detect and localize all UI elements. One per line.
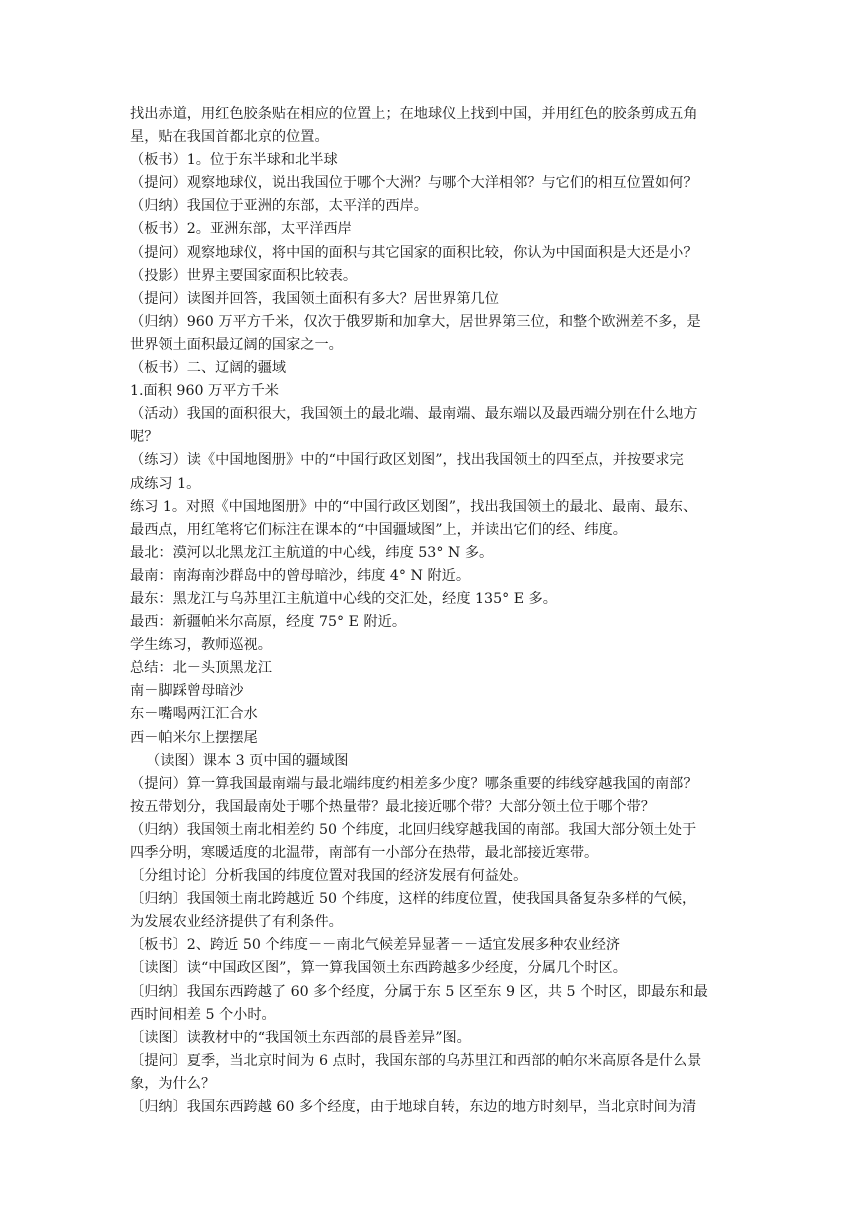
text-line: 〔板书〕2、跨近 50 个纬度－－南北气候差异显著－－适宜发展多种农业经济 [130,937,621,954]
text-line: 最西：新疆帕米尔高原，经度 75° E 附近。 [130,614,407,631]
text-line: 练习 1。对照《中国地图册》中的“中国行政区划图”，找出我国领土的最北、最南、最东、 [130,498,698,515]
text-line: 最东：黑龙江与乌苏里江主航道中心线的交汇处，经度 135° E 多。 [130,590,557,607]
text-line: （读图）课本 3 页中国的疆域图 [146,752,349,769]
text-line: 找出赤道，用红色胶条贴在相应的位置上；在地球仪上找到中国，并用红色的胶条剪成五角 [130,106,698,122]
text-line: 四季分明，寒暖适度的北温带，南部有一小部分在热带，最北部接近寒带。 [130,845,599,861]
text-line: 〔归纳〕我国东西跨越了 60 多个经度，分属于东 5 区至东 9 区，共 5 个时区，即最东和最 [130,983,708,1000]
text-line: 象，为什么？ [130,1075,216,1092]
text-line: 按五带划分，我国最南处于哪个热量带？最北接近哪个带？大部分领土位于哪个带？ [130,798,655,815]
text-line: （提问）观察地球仪，将中国的面积与其它国家的面积比较，你认为中国面积是大还是小？ [130,244,698,261]
text-line: （活动）我国的面积很大，我国领土的最北端、最南端、最东端以及最西端分别在什么地方 [130,406,698,423]
text-line: 为发展农业经济提供了有利条件。 [130,914,343,931]
text-line: （归纳）我国领土南北相差约 50 个纬度，北回归线穿越我国的南部。我国大部分领土处于 [130,821,697,838]
text-line: 〔读图〕读“中国政区图”，算一算我国领土东西跨越多少经度，分属几个时区。 [130,960,627,977]
text-line: 西－帕米尔上摆摆尾 [130,729,258,746]
text-line: 〔提问〕夏季，当北京时间为 6 点时，我国东部的乌苏里江和西部的帕尔米高原各是什么景 [130,1052,702,1069]
text-line: 〔归纳〕我国领土南北跨越近 50 个纬度，这样的纬度位置，使我国具备复杂多样的气候， [130,891,697,908]
text-line: （板书）1。位于东半球和北半球 [130,152,338,169]
text-line: （提问）观察地球仪，说出我国位于哪个大洲？与哪个大洋相邻？与它们的相互位置如何？ [130,175,698,192]
text-line: 最西点，用红笔将它们标注在课本的“中国疆域图”上，并读出它们的经、纬度。 [130,521,627,538]
text-line: 学生练习，教师巡视。 [130,637,272,654]
text-line: 南－脚踩曾母暗沙 [130,683,244,700]
text-line: （投影）世界主要国家面积比较表。 [130,267,358,284]
text-line: 东－嘴喝两江汇合水 [130,706,258,723]
text-line: （归纳）我国位于亚洲的东部，太平洋的西岸。 [130,198,428,215]
text-line: （归纳）960 万平方千米，仅次于俄罗斯和加拿大，居世界第三位，和整个欧洲差不多，是 [130,313,701,330]
text-line: （板书）2。亚洲东部，太平洋西岸 [130,221,352,238]
text-line: （提问）算一算我国最南端与最北端纬度约相差多少度？哪条重要的纬线穿越我国的南部？ [130,775,698,792]
text-line: 西时间相差 5 个小时。 [130,1006,276,1023]
text-line: （提问）读图并回答，我国领土面积有多大？居世界第几位 [130,290,499,307]
text-line: 最南：南海南沙群岛中的曾母暗沙，纬度 4° N 附近。 [130,567,471,584]
text-line: 〔读图〕读教材中的“我国领土东西部的晨昏差异”图。 [130,1029,471,1046]
text-line: 1.面积 960 万平方千米 [130,383,279,400]
text-line: 呢？ [130,429,159,446]
document-body [130,103,734,1119]
text-line: （练习）读《中国地图册》中的“中国行政区划图”，找出我国领土的四至点，并按要求完 [130,452,684,469]
text-line: 总结：北－头顶黑龙江 [130,660,272,677]
text-line: 〔归纳〕我国东西跨越 60 多个经度，由于地球自转，东边的地方时刻早，当北京时间为清 [130,1099,697,1116]
text-line: 成练习 1。 [130,475,201,492]
text-line: 〔分组讨论〕分析我国的纬度位置对我国的经济发展有何益处。 [130,868,528,885]
text-line: 星，贴在我国首都北京的位置。 [130,129,329,146]
text-line: 最北：漠河以北黑龙江主航道的中心线，纬度 53° N 多。 [130,544,494,561]
text-line: 世界领土面积最辽阔的国家之一。 [130,336,343,353]
text-line: （板书）二、辽阔的疆域 [130,360,287,377]
